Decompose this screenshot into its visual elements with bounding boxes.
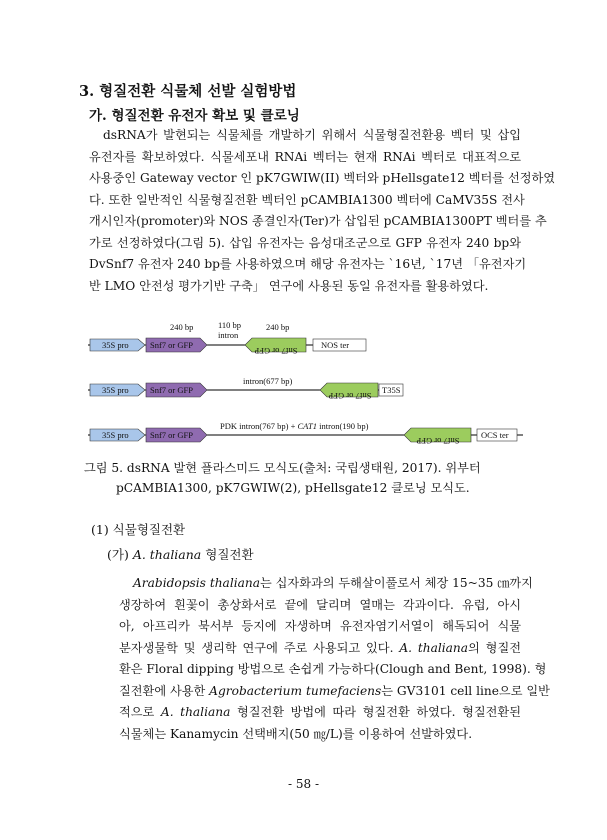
intron-size-label: 110 bp — [218, 320, 242, 330]
subsection-suffix: 형질전환 — [201, 547, 254, 562]
paragraph-line: DvSnf7 유전자 240 bp를 사용하였으며 해당 유전자는 `16년, `17년 「유전자기 — [89, 257, 527, 271]
terminator-label: OCS ter — [481, 430, 509, 440]
species-name: A. thaliana — [160, 705, 231, 719]
construct-pcambia1300 — [88, 320, 366, 356]
paragraph-line: 아, 아프리카 북서부 등지에 자생하며 유전자염기서열이 해독되어 식물 — [119, 619, 521, 633]
plasmid-diagram — [88, 320, 528, 450]
species-name: Arabidopsis thaliana — [133, 576, 261, 590]
construct-phellsgate12 — [88, 421, 523, 446]
paragraph-line: 환은 Floral dipping 방법으로 손쉽게 가능하다(Clough and Bent, 1998). 형 — [119, 662, 547, 676]
paragraph-line: dsRNA가 발현되는 식물체를 개발하기 위해서 식물형질전환용 벡터 및 삽입 — [103, 128, 521, 142]
intron-label — [220, 421, 369, 431]
construct-pk7gwiw — [88, 376, 403, 401]
promoter-label: 35S pro — [102, 340, 129, 350]
subsection-heading: 가. 형질전환 유전자 확보 및 클로닝 — [89, 108, 300, 124]
paragraph-line — [119, 638, 521, 660]
terminator-label: NOS ter — [321, 340, 350, 350]
paragraph-line: 다. 또한 일반적인 식물형질전환 벡터인 pCAMBIA1300 벡터에 CaMV35S 전사 — [89, 192, 525, 207]
paragraph-line: 식물체는 Kanamycin 선택배지(50 ㎎/L)를 이용하여 선발하였다. — [119, 726, 473, 741]
section-label: (1) 식물형질전환 — [91, 522, 186, 537]
figure-caption: 그림 5. dsRNA 발현 플라스미드 모식도(출처: 국립생태원, 2017). 위부터 — [84, 461, 481, 475]
paragraph-line: 생장하여 흰꽃이 총상화서로 끝에 달리며 열매는 각과이다. 유럽, 아시 — [119, 597, 521, 612]
paragraph-text: 분자생물학 및 생리학 연구에 주로 사용되고 있다. — [119, 640, 400, 655]
size-label-right: 240 bp — [266, 322, 290, 332]
intron-label: intron(677 bp) — [243, 376, 293, 386]
paragraph-text: 는 십자화과의 두해살이풀로서 체장 15~35 ㎝까지 — [260, 576, 533, 590]
paragraph-line: 유전자를 확보하였다. 식물세포내 RNAi 벡터는 현재 RNAi 벡터로 대표적으로 — [89, 149, 521, 164]
subsection-prefix: (가) — [107, 547, 133, 562]
gene-reverse-label: Snf7 or GFP — [416, 436, 460, 446]
paragraph-line — [119, 681, 550, 703]
species-name: A. thaliana — [399, 640, 469, 655]
intron-label: intron — [218, 330, 239, 340]
paragraph-line — [119, 573, 533, 595]
section-heading: 3. 형질전환 식물체 선발 실험방법 — [79, 83, 297, 100]
paragraph-cloning — [89, 125, 556, 297]
paragraph-text: 는 GV3101 cell line으로 일반 — [381, 683, 550, 698]
paragraph-line: 사용중인 Gateway vector 인 pK7GWIW(II) 벡터와 pHellsgate12 벡터를 선정하였 — [89, 171, 556, 185]
intron-label-part: PDK intron(767 bp) + — [220, 421, 298, 431]
promoter-label: 35S pro — [102, 385, 129, 395]
figure-caption-line2: pCAMBIA1300, pK7GWIW(2), pHellsgate12 클로닝 모식도. — [116, 481, 470, 495]
gene-forward-label: Snf7 or GFP — [150, 340, 193, 350]
paragraph-text: 의 형질전 — [468, 640, 521, 655]
species-name: Agrobacterium tumefaciens — [209, 683, 382, 698]
species-name: A. thaliana — [132, 547, 202, 562]
gene-forward-label: Snf7 or GFP — [150, 385, 193, 395]
gene-reverse-label: Snf7 or GFP — [328, 391, 372, 401]
paragraph-line: 개시인자(promoter)와 NOS 종결인자(Ter)가 삽입된 pCAMBIA1300PT 벡터를 추 — [89, 214, 547, 228]
paragraph-text: 적으로 — [119, 705, 161, 719]
subsection-label — [107, 545, 254, 563]
intron-gene-name: CAT1 — [297, 421, 318, 431]
paragraph-text: 형질전환 방법에 따라 형질전환 하였다. 형질전환된 — [230, 705, 521, 719]
gene-reverse-label: Snf7 or GFP — [254, 346, 298, 356]
paragraph-line: 반 LMO 안전성 평가기반 구축」 연구에 사용된 동일 유전자를 활용하였다. — [89, 278, 489, 293]
size-label-left: 240 bp — [170, 322, 194, 332]
terminator-label: T35S — [382, 385, 401, 395]
paragraph-line: 가로 선정하였다(그림 5). 삽입 유전자는 음성대조군으로 GFP 유전자 240 bp와 — [89, 235, 521, 250]
gene-forward-label: Snf7 or GFP — [150, 430, 193, 440]
paragraph-transformation — [119, 573, 550, 745]
paragraph-line — [119, 702, 521, 724]
page-number: - 58 - — [287, 777, 319, 791]
paragraph-text: 질전환에 사용한 — [119, 683, 210, 698]
promoter-label: 35S pro — [102, 430, 129, 440]
intron-label-part: intron(190 bp) — [317, 421, 369, 431]
